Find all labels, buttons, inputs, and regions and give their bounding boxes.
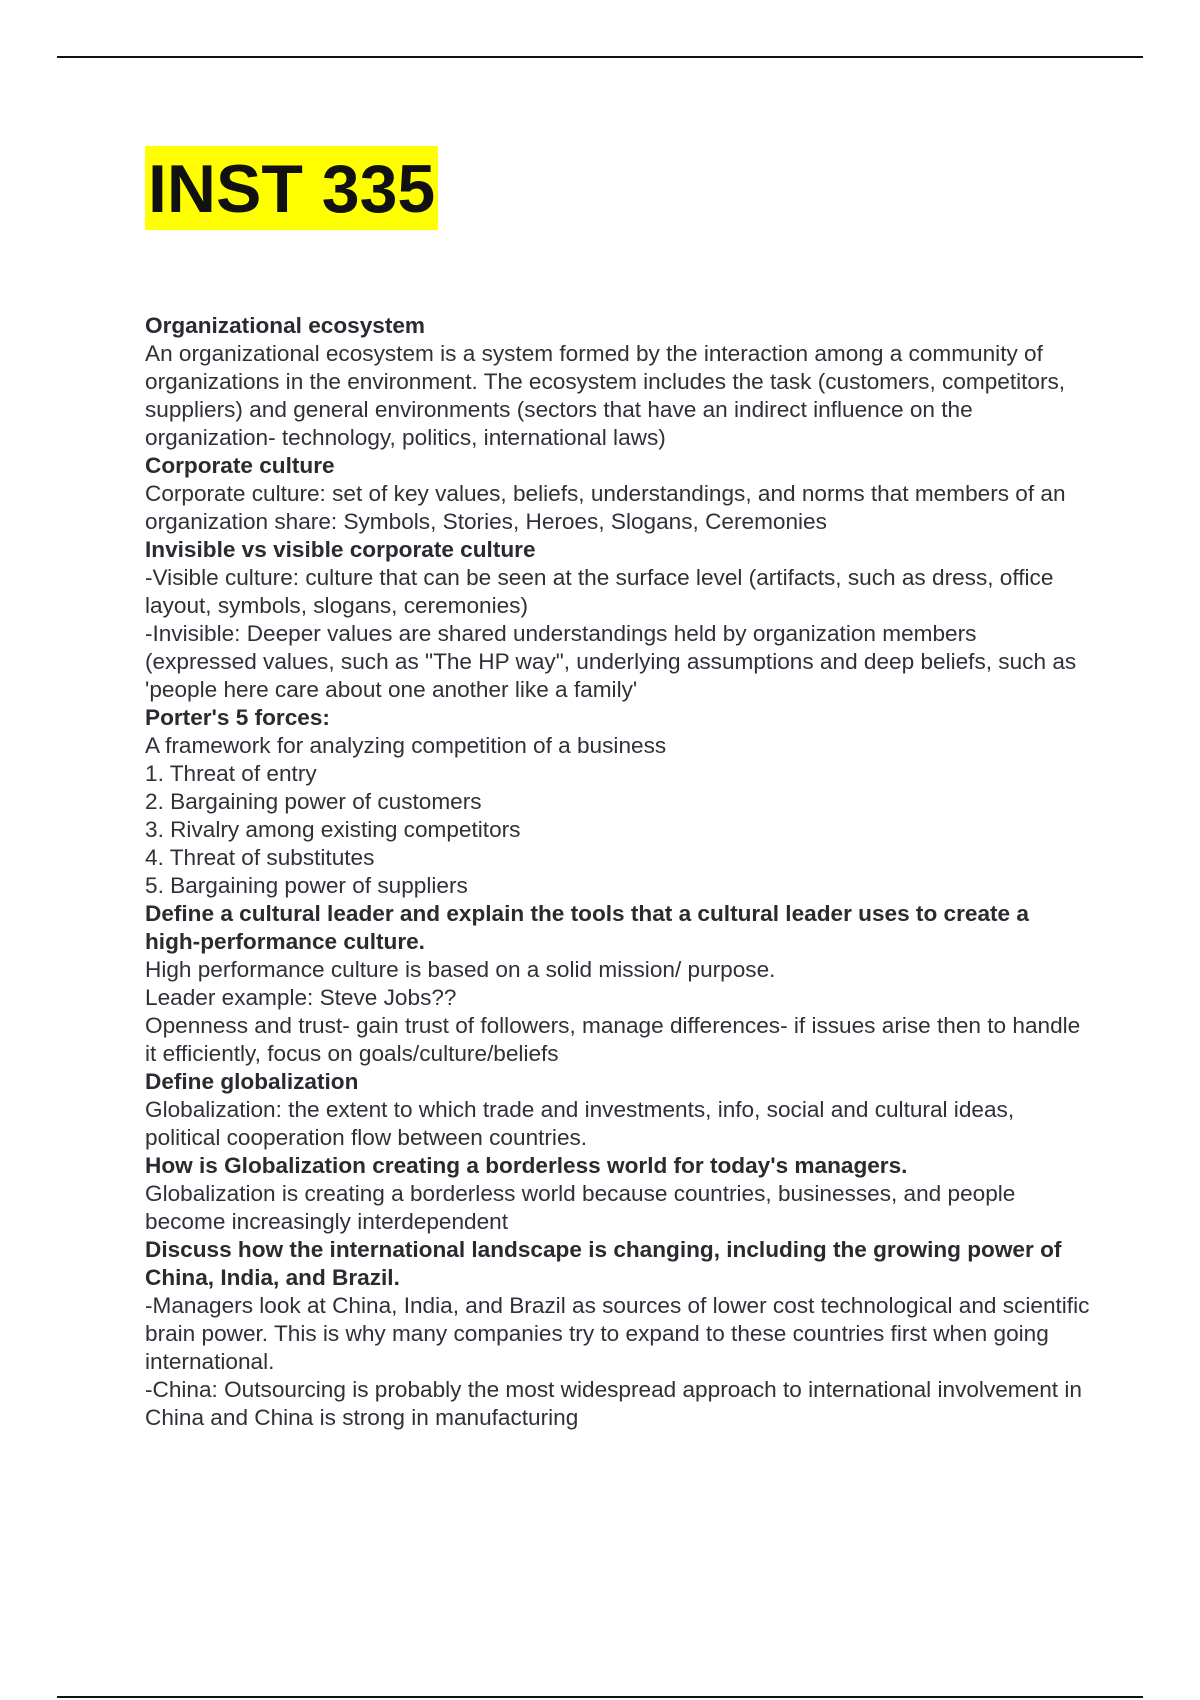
section-text-porter-intro: A framework for analyzing competition of a business xyxy=(145,733,667,758)
page-title: INST 335 xyxy=(145,146,438,230)
section-heading-culture: Corporate culture xyxy=(145,453,335,478)
section-heading-globalization: Define globalization xyxy=(145,1069,359,1094)
section-text-landscape-2: -China: Outsourcing is probably the most widespread approach to international involvement in China and China is strong in manufacturing xyxy=(145,1377,1082,1430)
section-text-landscape-1: -Managers look at China, India, and Brazil as sources of lower cost technological and scientific brain power. This is why many companies try to expand to these countries first when going international. xyxy=(145,1293,1090,1374)
section-text-visible-culture: -Visible culture: culture that can be seen at the surface level (artifacts, such as dress, office layout, symbols, slogans, ceremonies) xyxy=(145,565,1054,618)
list-item: 1. Threat of entry xyxy=(145,761,317,786)
list-item: 4. Threat of substitutes xyxy=(145,845,375,870)
section-heading-ecosystem: Organizational ecosystem xyxy=(145,313,426,338)
section-heading-leader: Define a cultural leader and explain the tools that a cultural leader uses to create a high-performance culture. xyxy=(145,901,1029,954)
section-heading-visibility: Invisible vs visible corporate culture xyxy=(145,537,536,562)
list-item: 3. Rivalry among existing competitors xyxy=(145,817,521,842)
section-text-borderless: Globalization is creating a borderless world because countries, businesses, and people become increasingly interdependent xyxy=(145,1181,1016,1234)
section-heading-borderless: How is Globalization creating a borderless world for today's managers. xyxy=(145,1153,908,1178)
section-text-invisible-culture: -Invisible: Deeper values are shared understandings held by organization members (expressed values, such as "The HP way", underlying assumptions and deep beliefs, such as 'people here care about one another like a family' xyxy=(145,621,1077,702)
section-heading-landscape: Discuss how the international landscape is changing, including the growing power of China, India, and Brazil. xyxy=(145,1237,1062,1290)
list-item: 5. Bargaining power of suppliers xyxy=(145,873,468,898)
section-text-globalization: Globalization: the extent to which trade and investments, info, social and cultural ideas, political cooperation flow between countries. xyxy=(145,1097,1015,1150)
list-item: 2. Bargaining power of customers xyxy=(145,789,482,814)
section-text-culture: Corporate culture: set of key values, beliefs, understandings, and norms that members of an organization share: Symbols, Stories, Heroes, Slogans, Ceremonies xyxy=(145,481,1066,534)
section-text-leader-3: Openness and trust- gain trust of followers, manage differences- if issues arise then to handle it efficiently, focus on goals/culture/beliefs xyxy=(145,1013,1081,1066)
top-rule xyxy=(57,56,1143,58)
section-text-ecosystem: An organizational ecosystem is a system formed by the interaction among a community of organizations in the environment. The ecosystem includes the task (customers, competitors, suppliers) and general environments (sectors that have an indirect influence on the organization- technology, politics, international laws) xyxy=(145,341,1066,450)
section-heading-porter: Porter's 5 forces: xyxy=(145,705,330,730)
bottom-rule xyxy=(57,1696,1143,1698)
document-body xyxy=(145,312,1090,1432)
porter-forces-list xyxy=(145,760,1090,900)
section-text-leader-1: High performance culture is based on a solid mission/ purpose. xyxy=(145,957,776,982)
section-text-leader-2: Leader example: Steve Jobs?? xyxy=(145,985,457,1010)
